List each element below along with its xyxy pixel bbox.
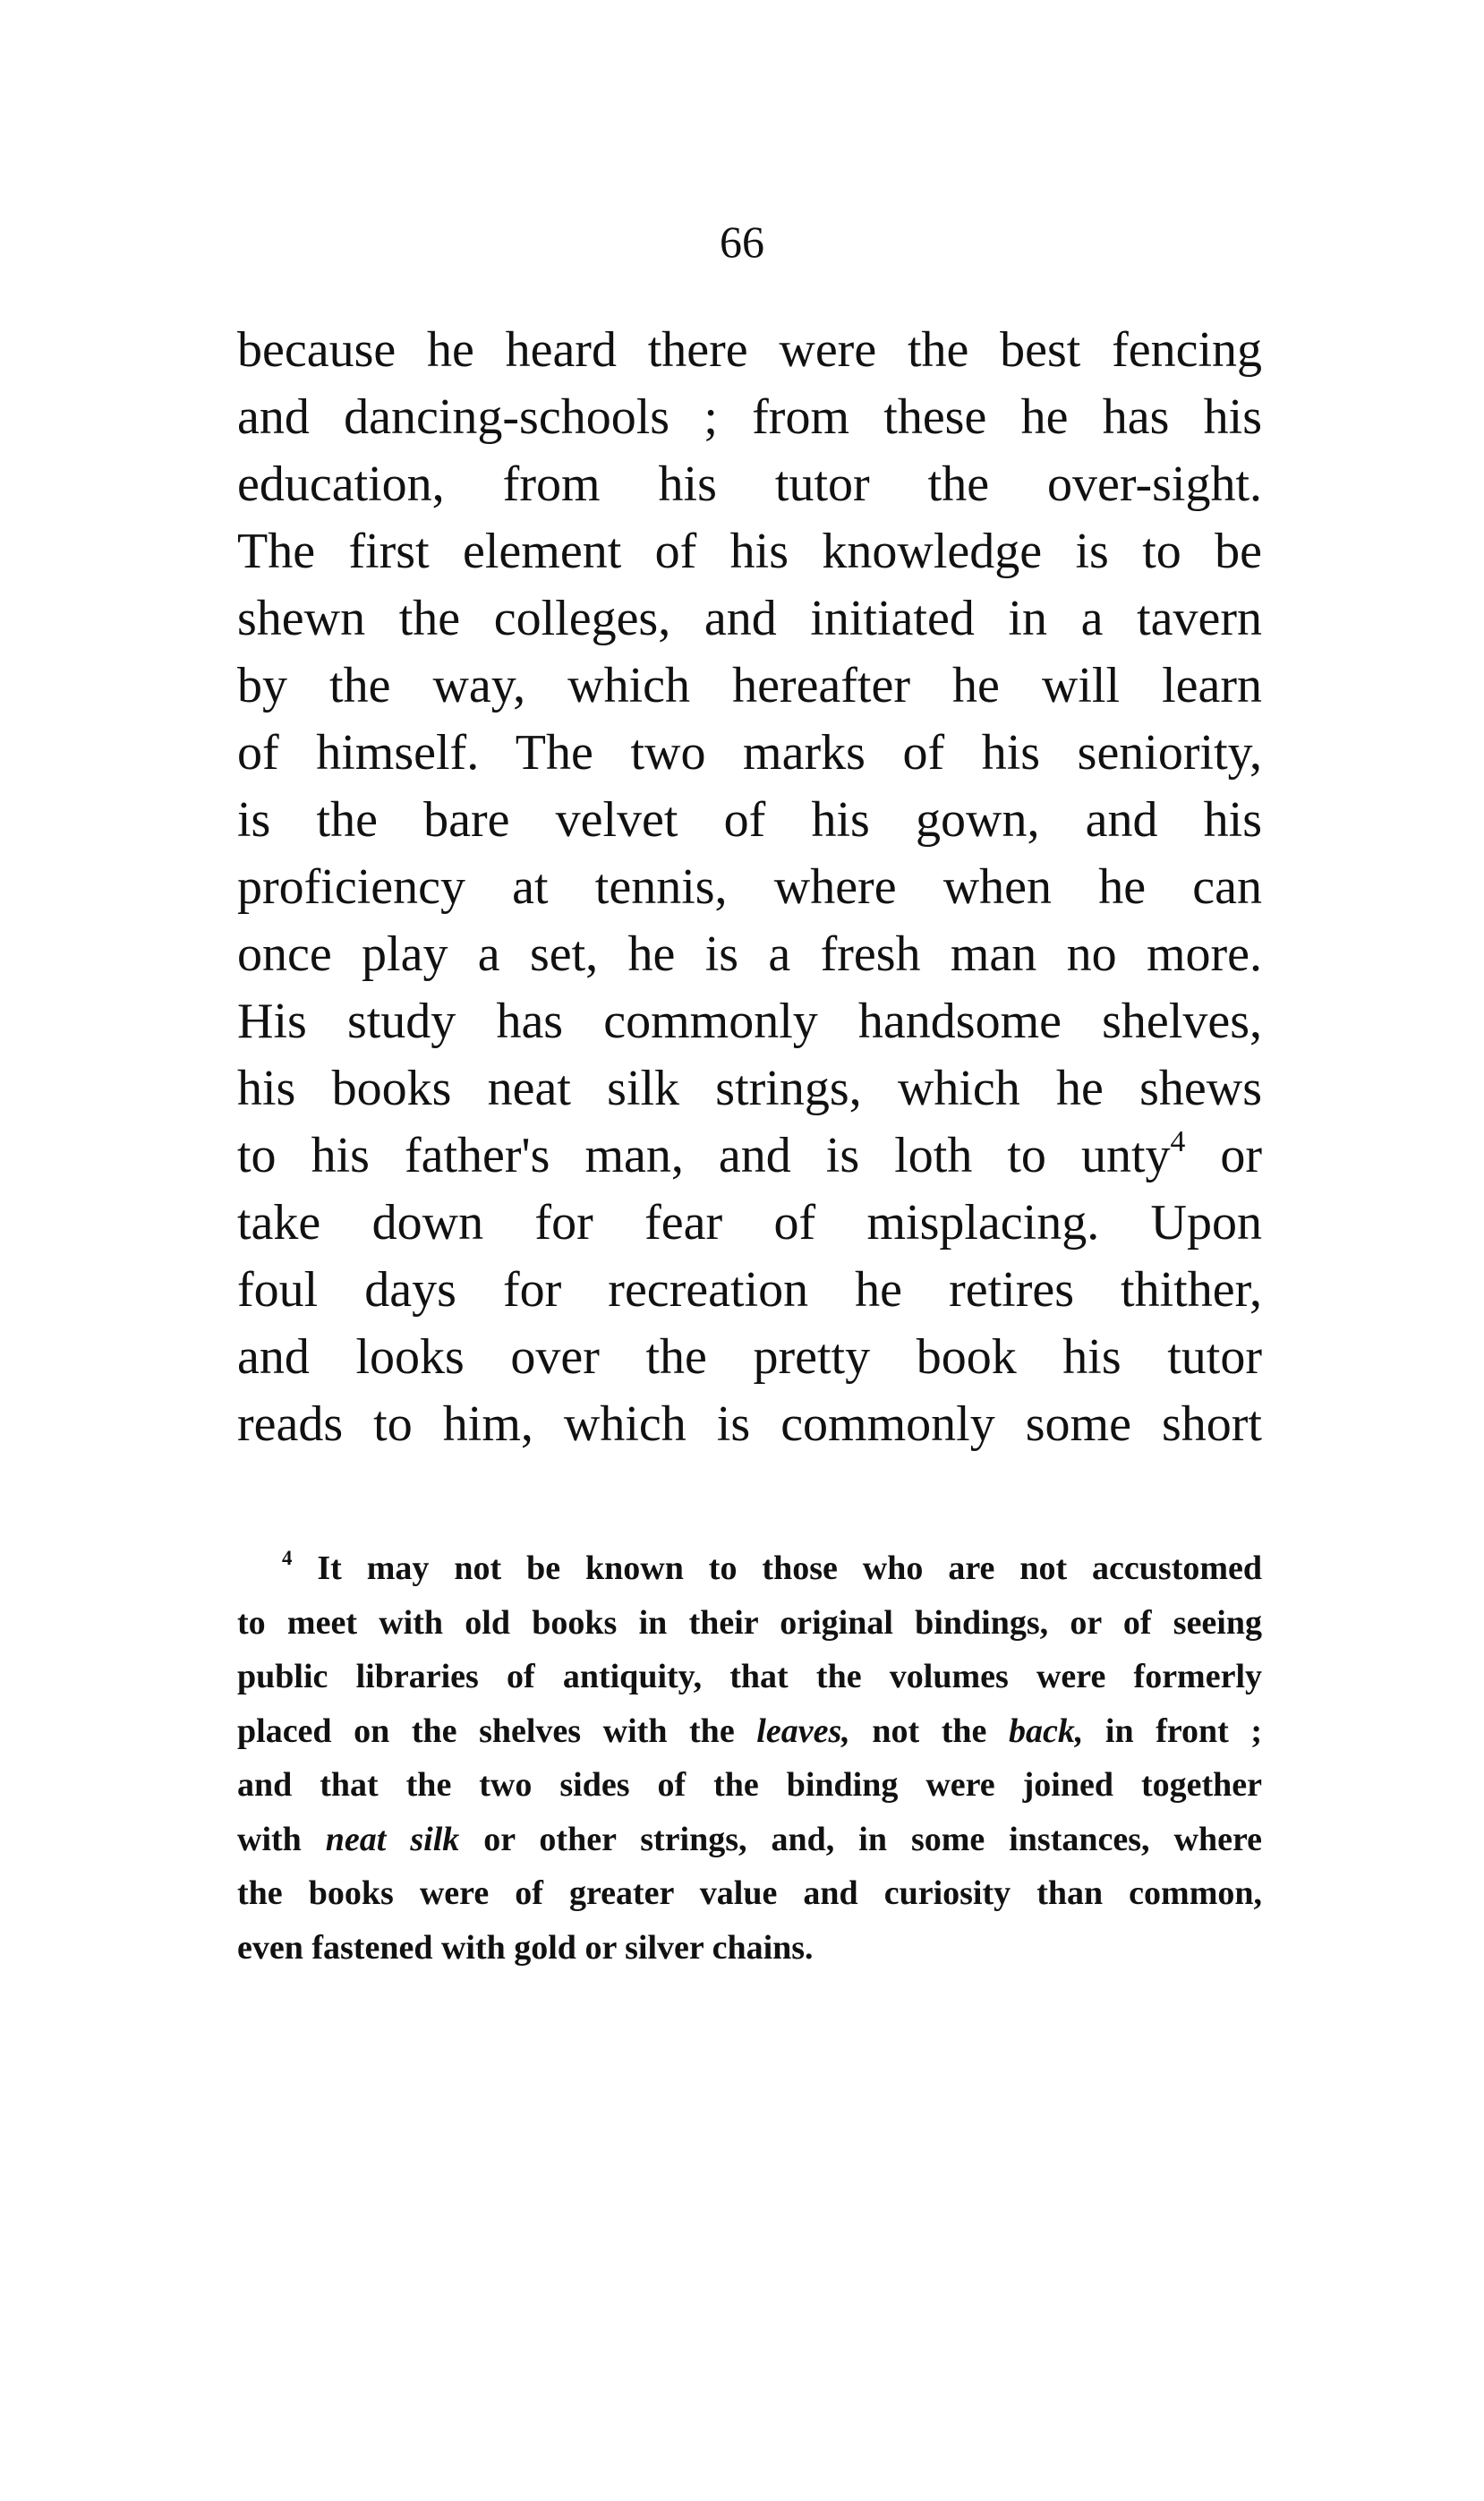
text-line: take down for fear of misplacing. Upon [237,1195,1262,1250]
text-fragment: or other strings, and, in some instances, where [483,1820,1263,1858]
body-text [237,317,1262,1458]
italic-fragment: back, [1008,1711,1084,1750]
italic-fragment: neat silk [325,1820,460,1858]
footnote-marker: 4 [282,1547,293,1570]
text-line [237,1122,1262,1190]
text-line: and dancing-schools ; from these he has his [237,389,1262,445]
text-line: once play a set, he is a fresh man no more. [237,926,1262,982]
footnote-line [237,1541,1262,1596]
text-line: His study has commonly handsome shelves, [237,994,1262,1049]
text-fragment: or [1220,1128,1263,1183]
footnote-line: public libraries of antiquity, that the volumes were formerly [237,1658,1262,1695]
text-line: proficiency at tennis, where when he can [237,859,1262,915]
footnote-line [237,1704,1262,1759]
footnote-line: and that the two sides of the binding were joined together [237,1766,1262,1804]
text-line: reads to him, which is commonly some short [237,1396,1262,1452]
italic-fragment: leaves, [756,1711,850,1750]
footnote-reference[interactable]: 4 [1170,1124,1186,1158]
text-line: The first element of his knowledge is to be [237,524,1262,579]
footnote-line [237,1813,1262,1867]
text-line: and looks over the pretty book his tutor [237,1329,1262,1385]
text-line: education, from his tutor the over-sight. [237,457,1262,512]
footnote-line: even fastened with gold or silver chains. [237,1928,814,1967]
text-line: his books neat silk strings, which he shews [237,1061,1262,1116]
text-line: by the way, which hereafter he will learn [237,658,1262,713]
text-line: shewn the colleges, and initiated in a tavern [237,591,1262,646]
text-fragment: in front ; [1104,1711,1263,1750]
text-line: of himself. The two marks of his seniority, [237,725,1262,781]
text-line: is the bare velvet of his gown, and his [237,792,1262,848]
footnote-line: the books were of greater value and curiosity than common, [237,1874,1262,1912]
page-number: 66 [720,217,764,267]
text-fragment: with [237,1820,302,1858]
footnote-line: to meet with old books in their original bindings, or of seeing [237,1603,1262,1642]
text-line: foul days for recreation he retires thither, [237,1262,1262,1318]
text-line: because he heard there were the best fencing [237,322,1262,378]
text-fragment: placed on the shelves with the [237,1711,735,1750]
text-fragment: to his father's man, and is loth to unty [237,1128,1171,1183]
text-fragment: not the [872,1711,987,1750]
text-fragment: It may not be known to those who are not accustomed [317,1549,1263,1587]
footnote [237,1541,1262,1975]
